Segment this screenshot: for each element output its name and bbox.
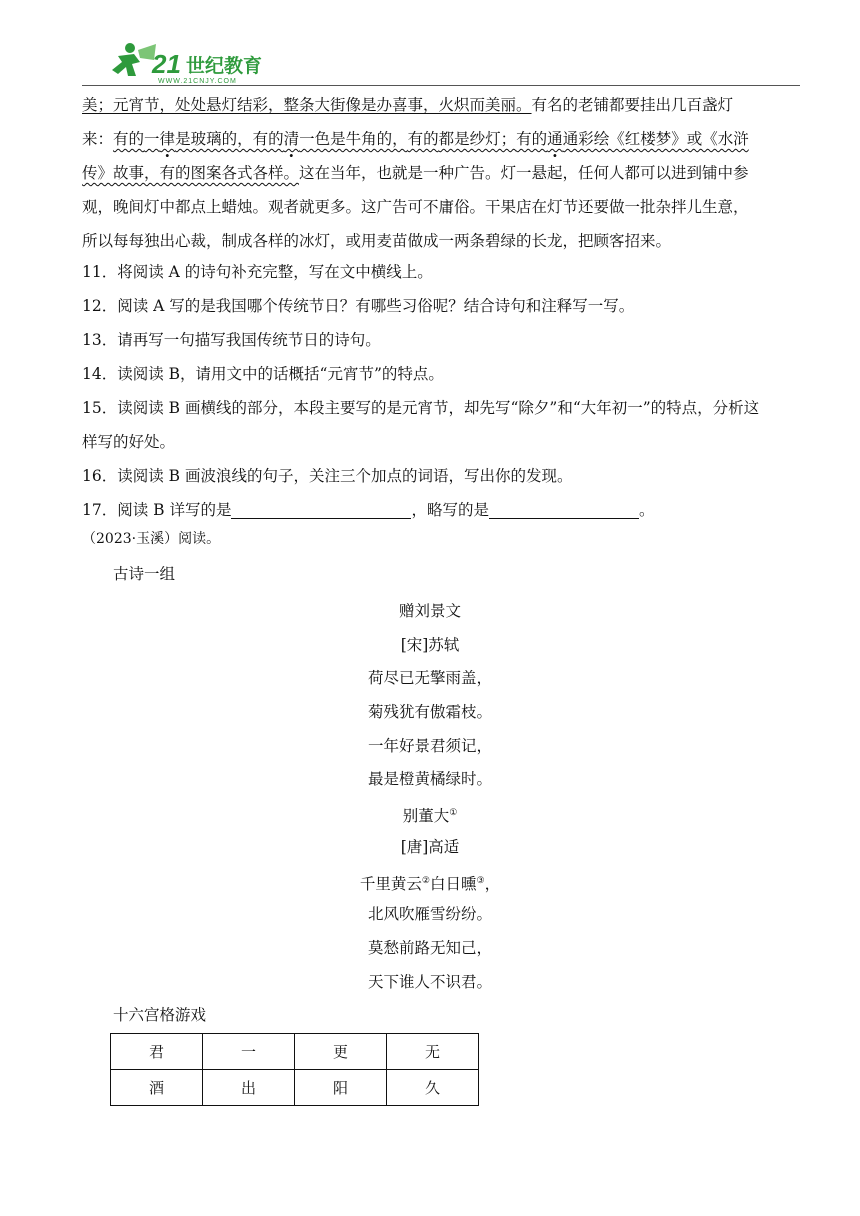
- passage-line-4: 观，晚间灯中都点上蜡烛。观者就更多。这广告可不庸俗。干果店在灯节还要做一批杂拌儿生意，: [82, 198, 749, 216]
- sixteen-grid-table: [110, 1033, 479, 1106]
- poem-zeng-liu-jingwen: [300, 595, 560, 999]
- wavy-sentence-part-2: 传》故事，有的图案各式各样。: [82, 164, 300, 182]
- runner-logo-icon: [100, 40, 270, 84]
- answer-blank-detailed[interactable]: [231, 496, 411, 519]
- footnote-marker: ②: [421, 875, 430, 886]
- table-row: [111, 1034, 479, 1070]
- question-16: 16．读阅读 B 画波浪线的句子，关注三个加点的词语，写出你的发现。: [82, 467, 573, 485]
- game-title: 十六宫格游戏: [113, 1006, 207, 1024]
- grid-cell: 无: [387, 1034, 479, 1070]
- poem-title: 别董大①: [402, 807, 458, 826]
- underlined-sentence: 美；元宵节，处处悬灯结彩，整条大街像是办喜事，火炽而美丽。: [82, 96, 532, 114]
- poem-line: 荷尽已无擎雨盖，: [367, 669, 492, 688]
- question-11: 11．将阅读 A 的诗句补充完整，写在文中横线上。: [82, 263, 433, 281]
- poem-line: 一年好景君须记，: [367, 736, 492, 755]
- poem-author: [唐]高适: [400, 837, 460, 856]
- passage-line-3: 传》故事，有的图案各式各样。这在当年，也就是一种广告。灯一悬起，任何人都可以进到铺中参: [82, 164, 749, 182]
- passage-b-excerpt: [82, 88, 782, 258]
- answer-blank-brief[interactable]: [489, 496, 639, 519]
- poem-title: 赠刘景文: [398, 602, 461, 620]
- logo-21: 21: [152, 49, 181, 79]
- header-divider: [82, 85, 800, 86]
- question-14: 14．读阅读 B，请用文中的话概括“元宵节”的特点。: [82, 365, 444, 383]
- page-header: [100, 40, 800, 88]
- poem-line: 北风吹雁雪纷纷。: [367, 905, 492, 924]
- logo-url: WWW.21CNJY.COM: [158, 78, 237, 84]
- grid-cell: 一: [203, 1034, 295, 1070]
- question-12: 12．阅读 A 写的是我国哪个传统节日？有哪些习俗呢？结合诗句和注释写一写。: [82, 297, 635, 315]
- passage-line-5: 所以每每独出心裁，制成各样的冰灯，或用麦苗做成一两条碧绿的长龙，把顾客招来。: [82, 232, 672, 250]
- question-13: 13．请再写一句描写我国传统节日的诗句。: [82, 331, 381, 349]
- poem-line: 千里黄云②白日曛③，: [359, 874, 501, 893]
- grid-cell: 酒: [111, 1070, 203, 1106]
- grid-cell: 阳: [295, 1070, 387, 1106]
- grid-cell: 更: [295, 1034, 387, 1070]
- poem-author: [宋]苏轼: [400, 635, 460, 654]
- emphasis-dot-char: 清: [283, 130, 300, 148]
- wavy-sentence-part-1: 有的一律是玻璃的，有的清一色是牛角的，有的都是纱灯；有的通通彩绘《红楼梦》或《水浒: [113, 130, 749, 148]
- group-title: 古诗一组: [113, 565, 176, 583]
- footnote-marker: ③: [476, 875, 485, 886]
- question-source: （2023·玉溪）阅读。: [82, 531, 221, 547]
- emphasis-dot-char: 律: [159, 130, 176, 148]
- poem-line: 莫愁前路无知己，: [367, 938, 492, 957]
- question-17: 17．阅读 B 详写的是 ，略写的是 。: [82, 493, 655, 527]
- passage-line-1: 美；元宵节，处处悬灯结彩，整条大街像是办喜事，火炽而美丽。有名的老铺都要挂出几百盏灯: [82, 96, 734, 114]
- table-row: [111, 1070, 479, 1106]
- brand-logo: [100, 40, 270, 84]
- grid-cell: 君: [111, 1034, 203, 1070]
- poem-line: 菊残犹有傲霜枝。: [367, 703, 492, 722]
- emphasis-dot-char: 通: [547, 130, 563, 148]
- poem-line: 最是橙黄橘绿时。: [367, 770, 492, 789]
- question-15-line-1: 15．读阅读 B 画横线的部分，本段主要写的是元宵节，却先写“除夕”和“大年初一”的特点，分析这: [82, 399, 760, 417]
- grid-cell: 久: [387, 1070, 479, 1106]
- footnote-marker: ①: [449, 808, 458, 819]
- poem-line: 天下谁人不识君。: [367, 972, 492, 991]
- grid-cell: 出: [203, 1070, 295, 1106]
- question-15-line-2: 样写的好处。: [82, 433, 176, 451]
- passage-line-2: 来：有的一律是玻璃的，有的清一色是牛角的，有的都是纱灯；有的通通彩绘《红楼梦》或《水浒: [82, 130, 749, 148]
- logo-title: 世纪教育: [186, 55, 263, 77]
